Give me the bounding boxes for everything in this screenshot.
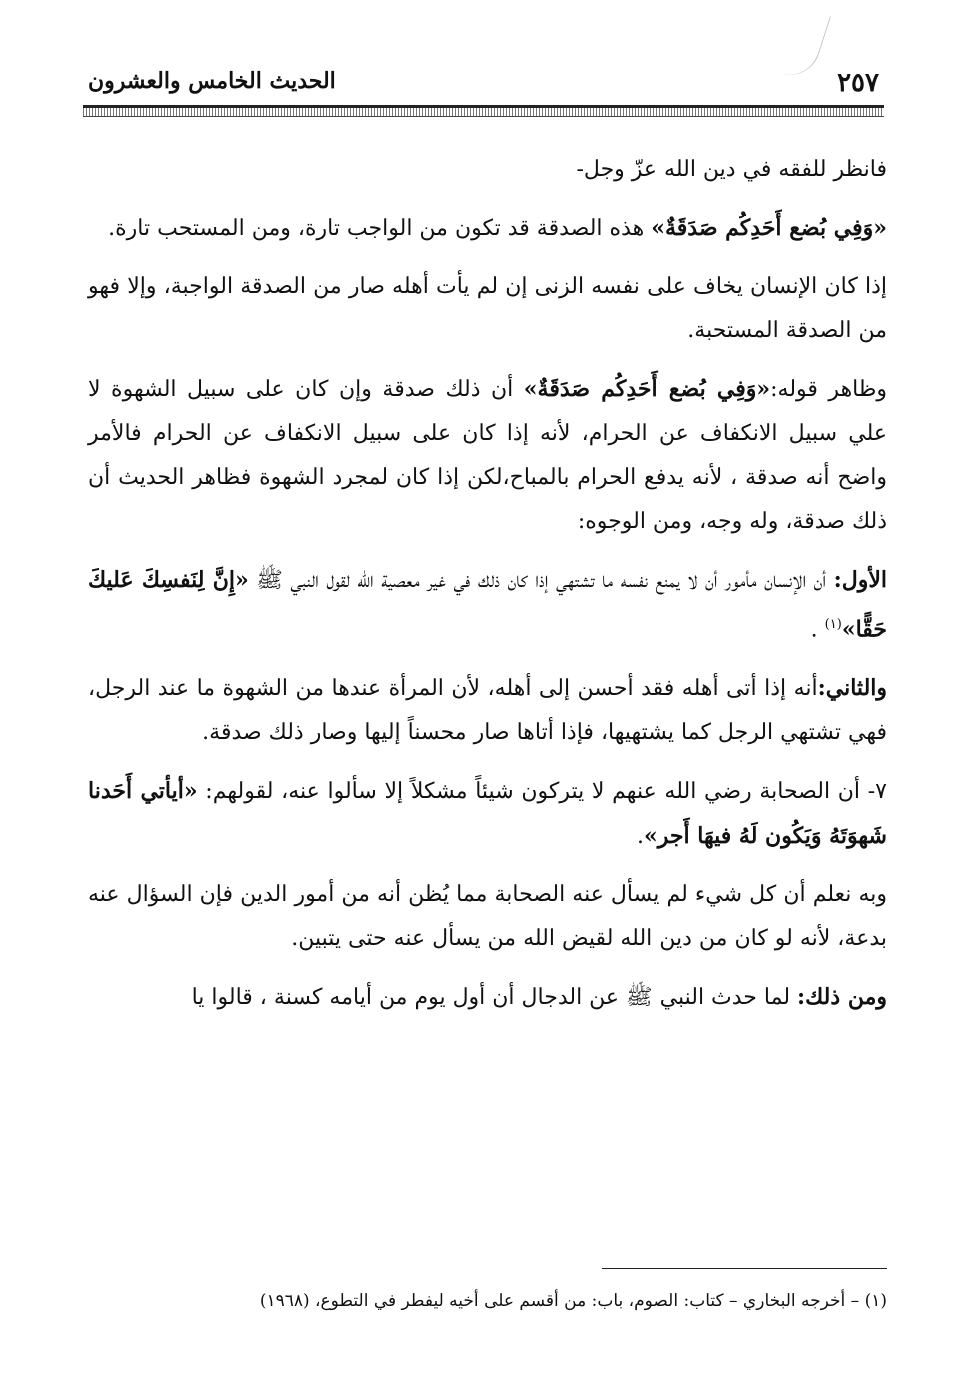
footnote-reference: (١) <box>824 617 842 632</box>
paragraph-9: ومن ذلك: لما حدث النبي ﷺ عن الدجال أن أول يوم من أيامه كسنة ، قالوا يا <box>191 984 887 1011</box>
paragraph-6: والثاني:أنه إذا أتى أهله فقد أحسن إلى أهله، لأن المرأة عندها من الشهوة ما عند الرجل، فهي تشتهي الرجل كما يشتهيها، فإذا أتاها صار محسناً إليها وصار ذلك صدقة. <box>88 675 888 746</box>
page-header <box>88 68 879 100</box>
point-label: والثاني: <box>817 675 888 702</box>
paragraph-8: وبه نعلم أن كل شيء لم يسأل عنه الصحابة مما يُظن أنه من أمور الدين فإن السؤال عنه بدعة، لأنه لو كان من دين الله لقيض الله من يسأل عنه حتى يتبين. <box>88 882 887 952</box>
page-number: ٢٥٧ <box>837 68 879 98</box>
hadith-quote: «وَفِي بُضع أَحَدِكُم صَدَقَةٌ» <box>523 376 771 402</box>
hadith-quote: «إِنَّ لِنَفسِكَ عَليكَ حَقًّا» <box>88 567 887 643</box>
paragraph-4: وظاهر قوله:«وَفِي بُضع أَحَدِكُم صَدَقَةٌ» أن ذلك صدقة وإن كان على سبيل الشهوة لا علي سبيل الانكفاف عن الحرام، لأنه إذا كان على سبيل الانكفاف عن الحرام فالأمر واضح أنه صدقة ، لأنه يدفع الحرام بالمباح،لكن إذا كان لمجرد الشهوة فظاهر الحديث أن ذلك صدقة، وله وجه، ومن الوجوه: <box>88 376 888 534</box>
running-title: الحديث الخامس والعشرون <box>88 68 336 94</box>
point-label: ومن ذلك: <box>797 984 887 1011</box>
point-label: الأول: <box>833 567 887 593</box>
header-rule <box>83 105 884 117</box>
hadith-quote: «أيأتي أَحَدنا شَهوَتَهُ وَيَكُون لَهُ فيهَا أَجر» <box>88 778 887 850</box>
paragraph-3: إذا كان الإنسان يخاف على نفسه الزنى إن لم يأت أهله صار من الصدقة الواجبة، وإلا فهو من الصدقة المستحبة. <box>88 274 887 343</box>
paragraph-7: ٧- أن الصحابة رضي الله عنهم لا يتركون شيئاً مشكلاً إلا سألوا عنه، لقولهم: «أيأتي أَحَدنا شَهوَتَهُ وَيَكُون لَهُ فيهَا أَجر». <box>88 778 887 850</box>
footnote: (١) – أخرجه البخاري – كتاب: الصوم، باب: من أقسم على أخيه ليفطر في التطوع، (١٩٦٨) <box>259 1291 887 1311</box>
body-text <box>88 148 887 1034</box>
hadith-quote: «وَفِي بُضع أَحَدِكُم صَدَقَةٌ» <box>651 215 887 241</box>
paragraph-1: فانظر للفقه في دين الله عزّ وجل- <box>576 157 887 182</box>
paragraph-2: «وَفِي بُضع أَحَدِكُم صَدَقَةٌ» هذه الصدقة قد تكون من الواجب تارة، ومن المستحب تارة. <box>108 215 887 241</box>
paragraph-5: الأول: أن الإنسان مأمور أن لا يمنع نفسه ما تشتهي إذا كان ذلك في غير معصية الله لقول النبي ﷺ «إِنَّ لِنَفسِكَ عَليكَ حَقًّا»$^{(١)}$ . <box>88 567 887 643</box>
footnote-rule <box>602 1268 887 1269</box>
